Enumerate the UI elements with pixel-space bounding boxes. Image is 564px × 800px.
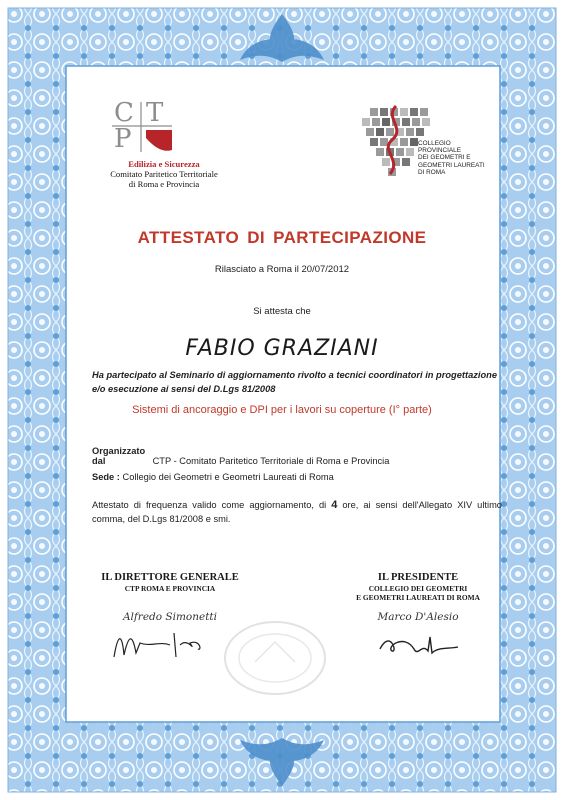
validity-pre: Attestato di frequenza valido come aggiornamento, di [92,500,327,510]
president-signature [318,623,518,663]
president-subtitle-2: E GEOMETRI LAUREATI DI ROMA [356,593,480,602]
ctp-letters [110,98,190,154]
president-name: Marco D'Alesio [377,611,459,623]
participation-text: Ha partecipato al Seminario di aggiornamento rivolto a tecnici coordinatori in progettazione e/o esecuzione ai sensi del D.Lgs 81/2008 [92,370,497,394]
organizer-line [92,446,502,466]
validity-hours: 4 [331,499,338,511]
collegio-line: COLLEGIO [418,140,451,147]
seat-line [92,472,502,482]
participant-name: FABIO GRAZIANI [185,336,379,361]
ctp-logo [84,100,244,196]
collegio-line: GEOMETRI LAUREATI [418,161,485,169]
organizer-value: CTP - Comitato Paritetico Territoriale di Roma e Provincia [152,456,390,466]
ctp-letter-c: C [114,98,134,128]
course-title: Sistemi di ancoraggio e DPI per i lavori su coperture (I° parte) [132,404,432,416]
collegio-line: DEI GEOMETRI E [418,154,471,162]
president-subtitle-1: COLLEGIO DEI GEOMETRI [368,584,468,593]
director-name: Alfredo Simonetti [122,611,218,623]
director-title: IL DIRETTORE GENERALE [101,572,239,583]
validity-text [92,498,502,526]
seat-value: Collegio dei Geometri e Geometri Laureati di Roma [122,472,334,482]
collegio-line: DI ROMA [418,168,446,176]
signature-president [318,572,518,668]
embossed-seal [220,618,330,698]
issue-date: Rilasciato a Roma il 20/07/2012 [214,264,350,275]
president-title: IL PRESIDENTE [377,572,459,583]
ctp-name: Comitato Paritetico Territoriale [110,169,218,179]
attest-intro: Si attesta che [253,306,311,317]
ctp-location: di Roma e Provincia [128,179,200,189]
validity-post: ore, ai sensi dell'Allegato XIV ultimo comma, del D.Lgs 81/2008 e smi. [92,500,502,524]
director-subtitle: CTP ROMA E PROVINCIA [124,584,216,593]
ctp-red-mark [146,130,172,151]
organizer-label: Organizzato dal [92,446,146,466]
collegio-logo [362,104,492,184]
ctp-grid-lines [110,100,190,156]
certificate-title: ATTESTATO DI PARTECIPAZIONE [137,228,427,247]
collegio-line: PROVINCIALE [418,147,461,155]
seat-label: Sede : [92,472,120,482]
ctp-letter-t: T [146,98,164,128]
collegio-text [418,140,498,176]
ctp-letter-p: P [114,124,132,154]
ctp-subtitle: Edilizia e Sicurezza [128,159,200,169]
